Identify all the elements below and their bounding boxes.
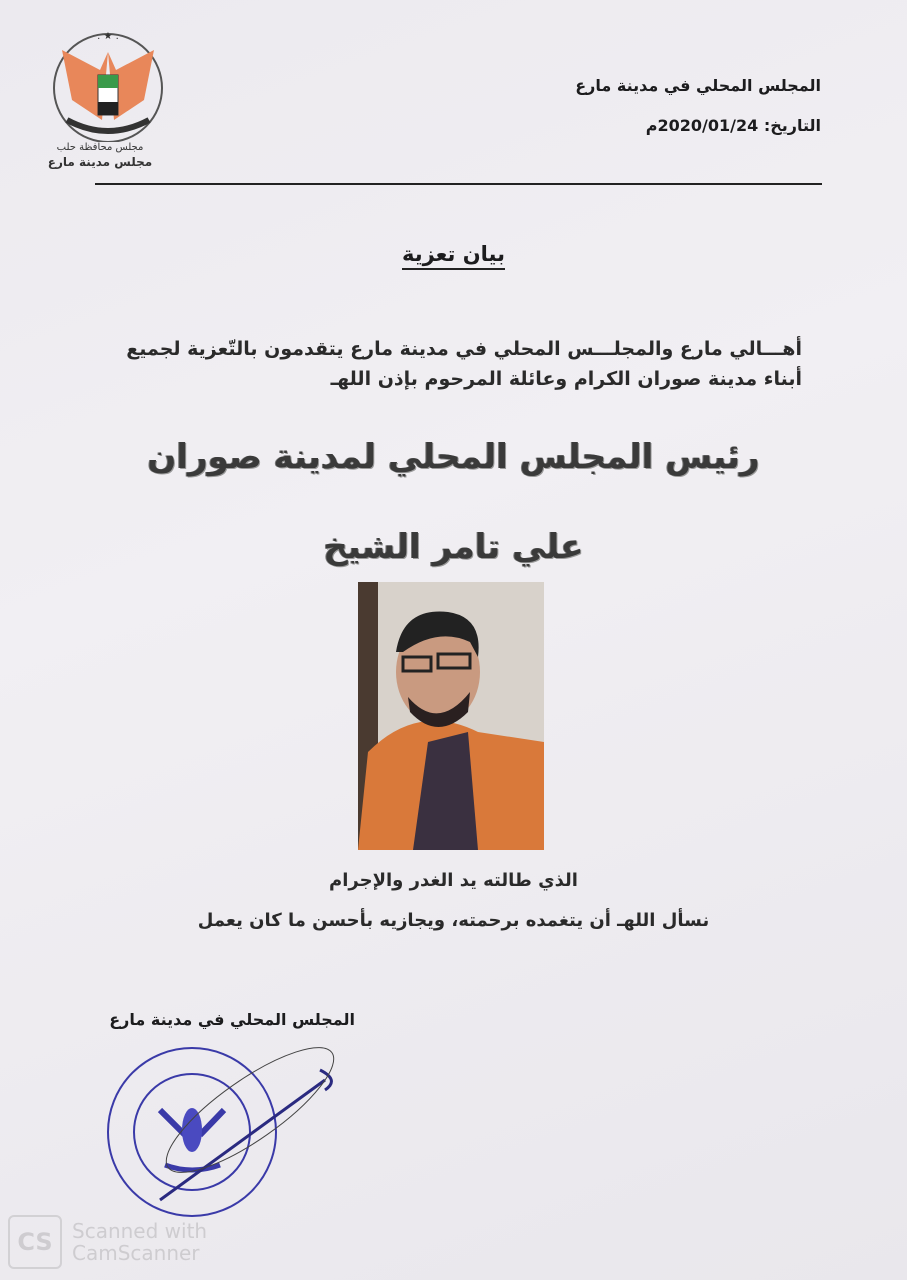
watermark-line: CamScanner [72, 1241, 200, 1265]
scanner-watermark [8, 1215, 207, 1269]
headline-position: رئيس المجلس المحلي لمدينة صوران [147, 437, 760, 477]
text-line: نسأل اللهـ أن يتغمده برحمته، ويجازيه بأحسن ما كان يعمل [197, 910, 710, 931]
headline-name: علي تامر الشيخ [323, 527, 584, 567]
logo-caption-province: مجلس محافظة حلب [56, 142, 144, 153]
signature-label: المجلس المحلي في مدينة مارع [109, 1010, 355, 1029]
header-divider [95, 183, 822, 185]
watermark-line: Scanned with [72, 1219, 208, 1243]
issuer-name: المجلس المحلي في مدينة مارع [575, 76, 821, 95]
date-value: 2020/01/24م [645, 116, 759, 135]
logo-caption-city: مجلس مدينة مارع [47, 155, 153, 169]
issue-date [646, 116, 821, 135]
camscanner-logo-icon: CS [8, 1215, 62, 1269]
svg-text:. ★ .: . ★ . [97, 31, 119, 42]
date-label: التاريخ: [763, 116, 821, 135]
paragraph-line: أبناء مدينة صوران الكرام وعائلة المرحوم بإذن اللهـ [330, 368, 802, 390]
paragraph-line: أهـــالي مارع والمجلـــس المحلي في مدينة مارع يتقدمون بالتّعزية لجميع [126, 338, 802, 360]
council-logo [42, 30, 174, 142]
portrait-photo [358, 582, 544, 850]
document-title: بيان تعزية [0, 242, 907, 266]
text-line: الذي طالته يد الغدر والإجرام [329, 870, 578, 891]
official-stamp-signature [100, 1040, 340, 1220]
